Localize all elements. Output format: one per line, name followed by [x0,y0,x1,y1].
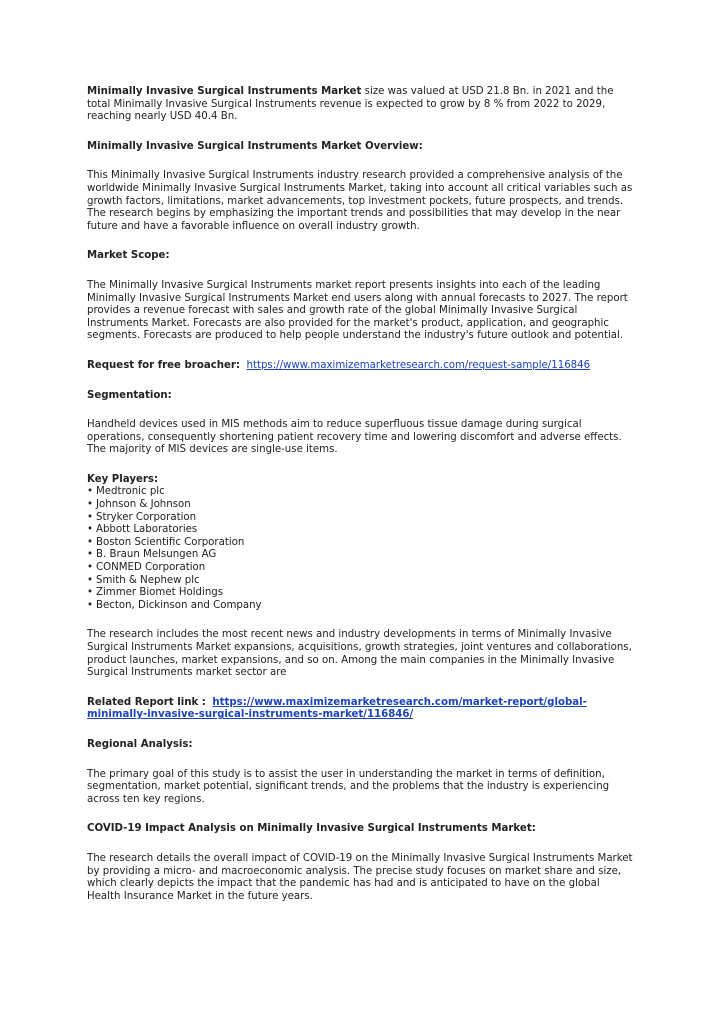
bullet-icon: • [87,562,94,574]
key-player-item [87,499,635,512]
research-paragraph: The research includes the most recent news and industry developments in terms of Minimally Invasive Surgical Instruments Market expansions, acquisitions, growth strategies, joint ventures and collaborations, product launches, market expansions, and so on. Among the main companies in the Minimally Invasive Surgical Instruments market sector are [87,629,632,679]
key-player-name: Smith & Nephew plc [96,574,200,586]
intro-paragraph [87,86,635,124]
key-player-item [87,549,635,562]
covid-paragraph: The research details the overall impact of COVID-19 on the Minimally Invasive Surgical Instruments Market by providing a micro- and macroeconomic analysis. The precise study focuses on market share and size, which clearly depicts the impact that the pandemic has had and is anticipated to have on the global Health Insurance Market in the future years. [87,852,633,902]
bullet-icon: • [87,549,94,561]
overview-paragraph: This Minimally Invasive Surgical Instruments industry research provided a comprehensive analysis of the worldwide Minimally Invasive Surgical Instruments Market, taking into account all critical variables such as growth factors, limitations, market advancements, top investment pockets, future prospects, and trends. The research begins by emphasizing the important trends and possibilities that may develop in the near future and have a favorable influence on overall industry growth. [87,170,633,232]
related-report-link[interactable]: https://www.maximizemarketresearch.com/market-report/global-minimally-invasive-surgical-instruments-market/116846/ [87,696,587,721]
key-player-name: CONMED Corporation [96,562,206,574]
bullet-icon: • [87,599,94,611]
segmentation-paragraph: Handheld devices used in MIS methods aim to reduce superfluous tissue damage during surgical operations, consequently shortening patient recovery time and lowering discomfort and adverse effects. The majority of MIS devices are single-use items. [87,419,622,456]
key-player-item [87,575,635,588]
scope-paragraph: The Minimally Invasive Surgical Instruments market report presents insights into each of the leading Minimally Invasive Surgical Instruments Market end users along with annual forecasts to 2027. The report provides a revenue forecast with sales and growth rate of the global Minimally Invasive Surgical Instruments Market. Forecasts are also provided for the market's product, application, and geographic segments. Forecasts are produced to help people understand the industry's future outlook and potential. [87,279,628,342]
key-players-heading: Key Players: [87,473,159,485]
key-player-item [87,537,635,550]
segmentation-heading: Segmentation: [87,389,172,401]
key-player-name: Becton, Dickinson and Company [96,599,262,611]
overview-heading: Minimally Invasive Surgical Instruments Market Overview: [87,140,423,152]
key-player-name: Boston Scientific Corporation [96,536,245,548]
scope-heading: Market Scope: [87,250,170,262]
key-player-item [87,587,635,600]
bullet-icon: • [87,486,94,498]
bullet-icon: • [87,511,94,523]
key-player-name: Zimmer Biomet Holdings [96,587,224,599]
request-sample-link[interactable]: https://www.maximizemarketresearch.com/request-sample/116846 [246,359,591,371]
bullet-icon: • [87,587,94,599]
key-players-list [87,486,635,612]
related-line [87,697,635,722]
document-page [87,86,635,903]
key-player-name: Medtronic plc [96,486,165,498]
key-player-item [87,512,635,525]
key-player-item [87,562,635,575]
intro-bold: Minimally Invasive Surgical Instruments Market [87,86,362,97]
bullet-icon: • [87,499,94,511]
related-label: Related Report link : [87,696,206,708]
key-player-name: Johnson & Johnson [96,499,191,511]
bullet-icon: • [87,536,94,548]
regional-heading: Regional Analysis: [87,738,193,750]
bullet-icon: • [87,574,94,586]
key-player-item [87,486,635,499]
request-label: Request for free broacher: [87,359,241,371]
key-player-name: Stryker Corporation [96,511,197,523]
regional-paragraph: The primary goal of this study is to assist the user in understanding the market in terms of definition, segmentation, market potential, significant trends, and the problems that the industry is experiencing across ten key regions. [87,768,610,805]
key-player-name: B. Braun Melsungen AG [96,549,217,561]
key-player-item [87,524,635,537]
request-line [87,360,635,373]
intro-text: size was valued at USD 21.8 Bn. in 2021 and the total Minimally Invasive Surgical Instruments revenue is expected to grow by 8 % from 2022 to 2029, reaching nearly USD 40.4 Bn. [87,86,614,123]
key-player-item [87,600,635,613]
key-player-name: Abbott Laboratories [96,524,198,536]
bullet-icon: • [87,524,94,536]
covid-heading: COVID-19 Impact Analysis on Minimally Invasive Surgical Instruments Market: [87,823,536,835]
